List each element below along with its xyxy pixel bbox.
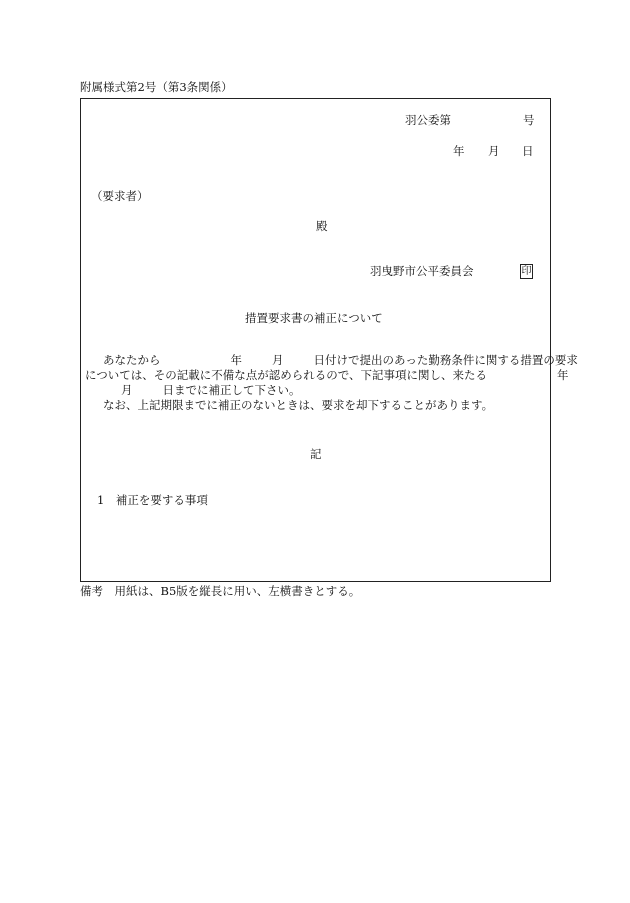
doc-number-prefix: 羽公委第 — [405, 113, 451, 127]
body-line-1 — [85, 353, 578, 368]
body-l1-month: 月 — [272, 353, 284, 367]
document-title: 措置要求書の補正について — [245, 311, 383, 325]
doc-number-suffix: 号 — [523, 113, 535, 127]
date-month: 月 — [488, 144, 500, 158]
body-l1-year: 年 — [230, 353, 242, 367]
date-year: 年 — [453, 144, 465, 158]
form-frame — [80, 98, 551, 582]
body-line-3 — [85, 383, 548, 398]
body-line-4 — [85, 398, 548, 413]
recipient-honorific: 殿 — [316, 219, 328, 233]
sender-name: 羽曳野市公平委員会 — [370, 264, 474, 278]
body-l4-text: なお、上記期限までに補正のないときは、要求を却下することがあります。 — [103, 398, 494, 412]
body-l3-text: 日までに補正して下さい。 — [162, 383, 301, 397]
item-1: 1 補正を要する事項 — [97, 493, 208, 507]
body-l1-end: 日付けで提出のあった勤務条件に関する措置の要求 — [313, 353, 578, 367]
body-l3-month: 月 — [121, 383, 133, 397]
recipient-label: （要求者） — [91, 189, 149, 203]
body-l2-text: については、その記載に不備な点が認められるので、下記事項に関し、来たる — [85, 368, 488, 382]
seal-mark: 印 — [521, 266, 532, 277]
body-paragraph — [85, 353, 578, 413]
date-day: 日 — [522, 144, 534, 158]
footnote: 備考 用紙は、B5版を縦長に用い、左横書きとする。 — [80, 584, 361, 598]
body-line-2 — [85, 368, 569, 383]
body-l2-year: 年 — [557, 368, 569, 382]
form-label: 附属様式第2号（第3条関係） — [80, 80, 233, 94]
ki-heading: 記 — [310, 447, 322, 461]
body-l1-start: あなたから — [103, 353, 161, 367]
